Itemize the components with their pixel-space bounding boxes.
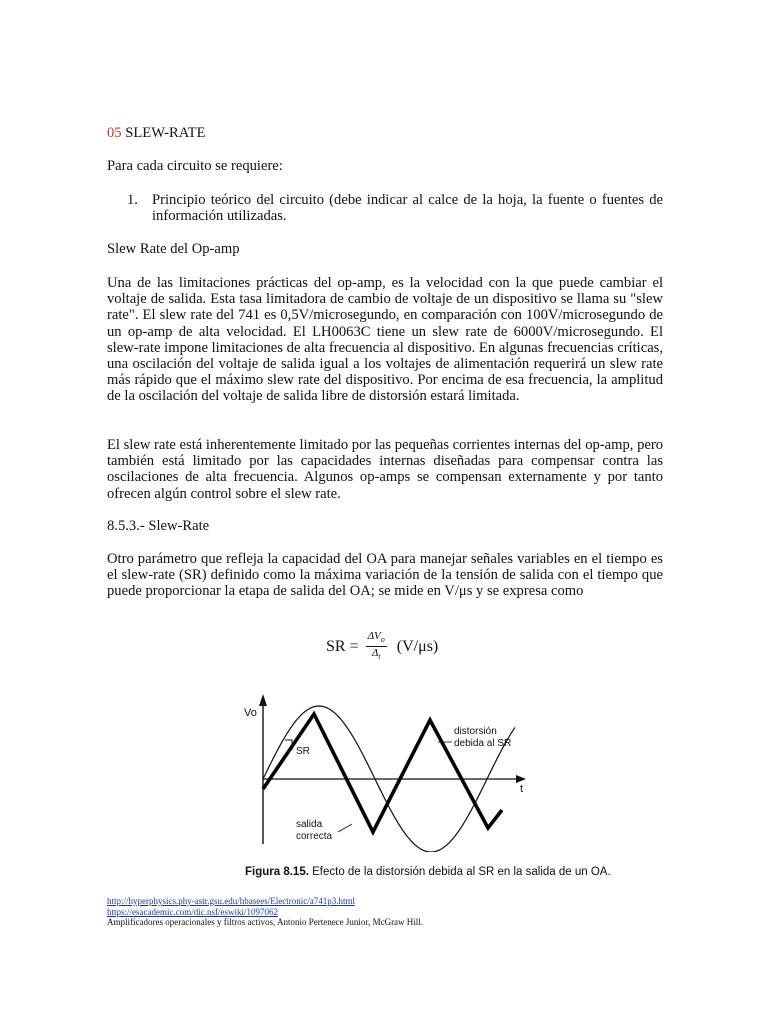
intro-text: Para cada circuito se requiere: [107, 158, 283, 174]
paragraph-internal-currents: El slew rate está inherentemente limitado por las pequeñas corrientes internas del op-amp, pero también está limitado por las capacidades internas diseñadas para compensar contra las oscilaciones de alta frecuencia. Algunos op-amps se compensan externamente y por tanto ofrecen algún control sobre el slew rate. [107, 437, 663, 502]
subheading-8-5-3: 8.5.3.- Slew-Rate [107, 518, 210, 534]
paragraph-limitations: Una de las limitaciones prácticas del op-amp, es la velocidad con la que puede cambiar el voltaje de salida. Esta tasa limitadora de cambio de voltaje de un dispositivo se llama su "slew rate". El slew rate del 741 es 0,5V/microsegundo, en comparación con 100V/microsegundo de un op-amp de alta velocidad. El LH0063C tiene un slew rate de 6000V/microsegundo. El slew-rate impone limitaciones de alta frecuencia al dispositivo. En algunas frecuencias críticas, una oscilación del voltaje de salida igual a los voltajes de alimentación requerirá un slew rate más rápido que el máximo slew rate del dispositivo. Por encima de esa frecuencia, la amplitud de la oscilación del voltaje de salida libre de distorsión estará limitada. [107, 275, 663, 405]
reference-link-esacademic[interactable]: https://esacademic.com/dic.nsf/eswiki/1097062 [107, 906, 278, 917]
sr-label: SR [296, 746, 310, 757]
formula-lhs: SR = [326, 637, 359, 655]
formula-denominator: $\Delta_t$ [371, 647, 381, 662]
paragraph-definition: Otro parámetro que refleja la capacidad del OA para manejar señales variables en el tiempo es el slew-rate (SR) definido como la máxima variación de la tensión de salida con el tiempo que puede proporcionar la etapa de salida del OA; se mide en V/μs y se expresa como [107, 551, 663, 600]
y-axis-arrow-icon [259, 694, 267, 706]
caption-text: Efecto de la distorsión debida al SR en la salida de un OA. [308, 866, 611, 878]
slew-rate-distortion-figure [230, 692, 540, 852]
list-marker: 1. [127, 192, 138, 208]
correct-pointer [338, 824, 352, 832]
references [107, 896, 423, 928]
distortion-label-line1: distorsión [454, 726, 497, 737]
list-item-text: Principio teórico del circuito (debe indicar al calce de la hoja, la fuente o fuentes de información utilizadas. [152, 192, 663, 225]
y-axis-label: Vo [244, 707, 257, 719]
x-axis-arrow-icon [516, 775, 526, 783]
formula-fraction [366, 630, 387, 663]
section-heading [107, 125, 206, 142]
correct-label-line2: correcta [296, 831, 333, 842]
reference-book: Amplificadores operacionales y filtros activos, Antonio Pertenece Junior, McGraw Hill. [107, 917, 424, 928]
formula-numerator: $\Delta V_o$ [366, 630, 387, 647]
figure-caption [245, 866, 611, 878]
caption-label: Figura 8.15. [245, 866, 309, 878]
x-axis-label: t [520, 783, 524, 795]
section-title: SLEW-RATE [125, 125, 206, 141]
subheading-slew-rate-op-amp: Slew Rate del Op-amp [107, 241, 240, 257]
distortion-label-line2: debida al SR [454, 738, 512, 749]
formula-unit: (V/μs) [396, 637, 439, 655]
slew-rate-formula [326, 630, 438, 663]
list-item [127, 192, 663, 224]
reference-link-hyperphysics[interactable]: http://hyperphysics.phy-astr.gsu.edu/hbasees/Electronic/a741p3.html [107, 896, 355, 906]
section-number: 05 [107, 125, 122, 141]
correct-label-line1: salida [296, 819, 323, 830]
